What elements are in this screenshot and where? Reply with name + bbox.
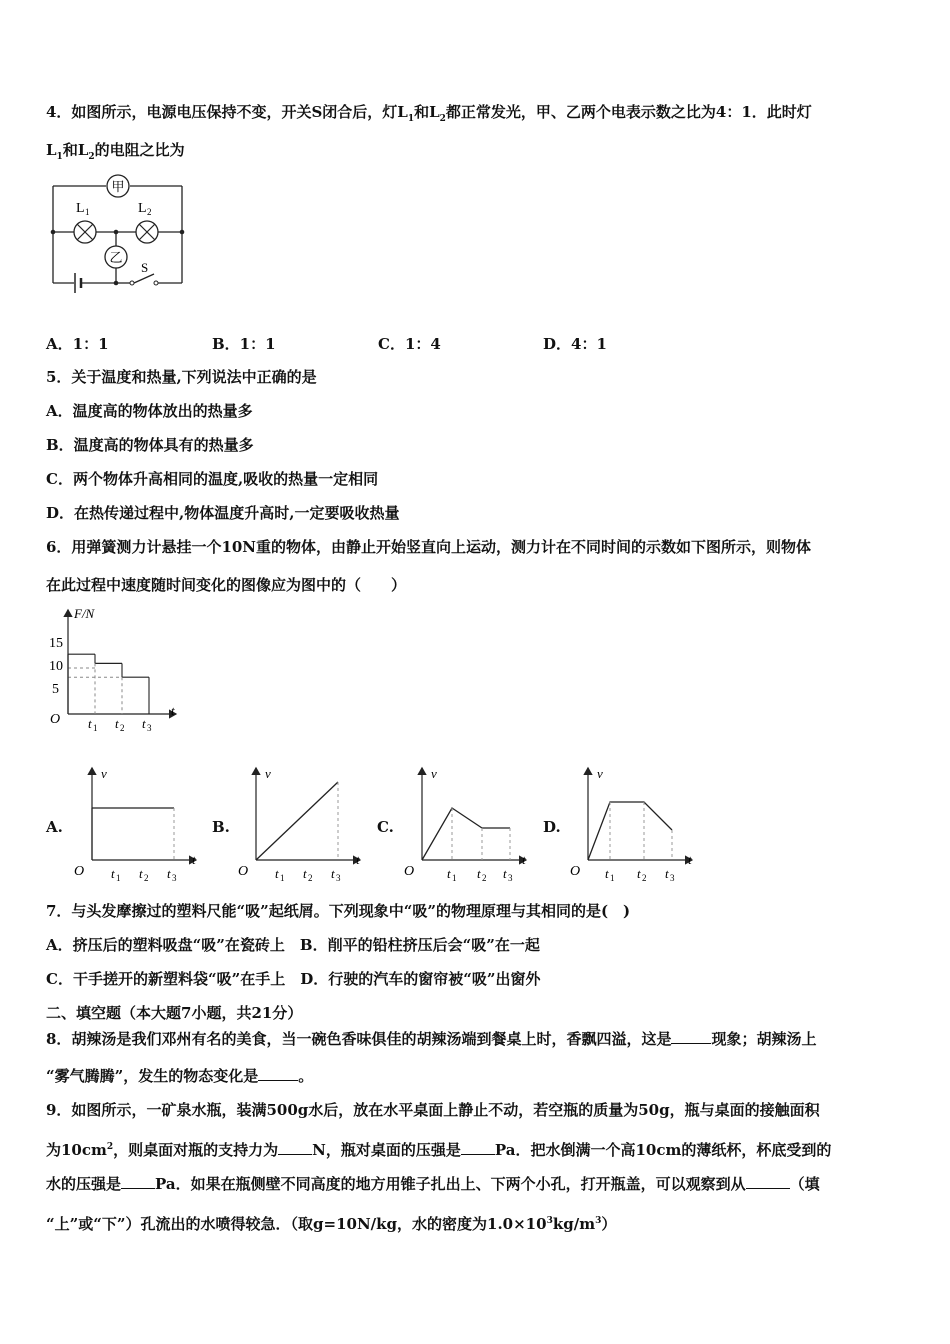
t-axis-label: t: [356, 852, 360, 867]
t-tick-3: t: [665, 866, 669, 881]
q9-blank-2[interactable]: [461, 1140, 495, 1155]
q4-text-a: 4．如图所示，电源电压保持不变，开关S闭合后，灯L: [46, 103, 408, 121]
q4-text-f: 的电阻之比为: [94, 141, 185, 159]
velocity-graph-c[interactable]: [400, 760, 540, 886]
t-tick-3: t: [503, 866, 507, 881]
q9-text: N，瓶对桌面的压强是: [312, 1141, 461, 1159]
x-tick-t2: t: [115, 716, 119, 731]
q9-line3: [46, 1174, 820, 1194]
velocity-graph-b[interactable]: [234, 760, 374, 886]
t-tick-3: t: [331, 866, 335, 881]
meter-yi-label: 乙: [109, 250, 123, 265]
q5-option-a[interactable]: A．温度高的物体放出的热量多: [46, 402, 253, 420]
force-time-graph: [44, 602, 194, 736]
q9-text: ，则桌面对瓶的支持力为: [113, 1141, 279, 1159]
q9-blank-4[interactable]: [746, 1174, 790, 1189]
q5-option-d[interactable]: D．在热传递过程中,物体温度升高时,一定要吸收热量: [46, 504, 400, 522]
t-tick-sub: 1: [116, 873, 121, 883]
q9-sup: 3: [546, 1216, 553, 1226]
q4-text-e: 和L: [62, 141, 89, 159]
t-tick-2: t: [139, 866, 143, 881]
q4-option-c[interactable]: C．1：4: [378, 335, 441, 353]
q5-stem: 5．关于温度和热量,下列说法中正确的是: [46, 368, 317, 386]
v-axis-label: v: [265, 766, 271, 781]
q9-blank-3[interactable]: [121, 1174, 155, 1189]
q8-text: 。: [298, 1067, 314, 1085]
velocity-line: [422, 808, 510, 860]
origin-label: O: [74, 864, 85, 879]
velocity-graph-d[interactable]: [566, 760, 706, 886]
q4-text-b: 和L: [414, 103, 440, 121]
y-axis-label: F/N: [74, 606, 95, 621]
q7-options-cd[interactable]: C．干手搓开的新塑料袋“吸”在手上 D．行驶的汽车的窗帘被“吸”出窗外: [46, 970, 541, 988]
q9-line2: [46, 1137, 831, 1160]
lamp-l2-sub: 2: [147, 207, 152, 217]
t-axis-label: t: [192, 852, 196, 867]
t-tick-sub: 1: [280, 873, 285, 883]
t-tick-sub: 2: [482, 873, 487, 883]
q9-text: 为10cm: [46, 1141, 107, 1159]
t-tick-1: t: [447, 866, 451, 881]
q5-option-b[interactable]: B．温度高的物体具有的热量多: [46, 436, 254, 454]
v-axis-label: v: [101, 766, 107, 781]
q8-text: 8．胡辣汤是我们邓州有名的美食，当一碗色香味俱佳的胡辣汤端到餐桌上时，香飘四溢，这是: [46, 1030, 672, 1048]
force-step-series: [68, 654, 149, 714]
t-tick-2: t: [477, 866, 481, 881]
q5-option-c[interactable]: C．两个物体升高相同的温度,吸收的热量一定相同: [46, 470, 379, 488]
q4-circuit-diagram: [44, 170, 194, 300]
q9-blank-1[interactable]: [278, 1140, 312, 1155]
q9-text: （填: [789, 1175, 820, 1193]
t-tick-sub: 2: [308, 873, 313, 883]
q4-sub: 1: [56, 152, 63, 162]
section-heading: 二、填空题（本大题7小题，共21分）: [46, 1004, 303, 1022]
q4-sub: 2: [88, 152, 95, 162]
q4-sub: 1: [407, 114, 415, 124]
q8-blank-2[interactable]: [258, 1066, 298, 1081]
lamp-l1-sub: 1: [85, 207, 90, 217]
t-tick-1: t: [605, 866, 609, 881]
q9-text: “上”或“下”）孔流出的水喷得较急．（取g=10N/kg，水的密度为1.0×10: [46, 1215, 547, 1233]
junction-dot: [114, 281, 119, 286]
t-tick-sub: 2: [642, 873, 647, 883]
x-tick-t3: t: [142, 716, 146, 731]
t-axis-label: t: [522, 852, 526, 867]
v-axis-label: v: [431, 766, 437, 781]
q6-option-d-label[interactable]: D.: [543, 818, 561, 836]
q4-stem-line2: [46, 140, 185, 167]
y-tick-5: 5: [52, 682, 59, 697]
t-tick-2: t: [637, 866, 641, 881]
t-tick-sub: 1: [610, 873, 615, 883]
q7-options-ab[interactable]: A．挤压后的塑料吸盘“吸”在瓷砖上 B．削平的铅柱挤压后会“吸”在一起: [46, 936, 540, 954]
q8-text: “雾气腾腾”，发生的物态变化是: [46, 1067, 259, 1085]
q6-stem-line1: 6．用弹簧测力计悬挂一个10N重的物体，由静止开始竖直向上运动，测力计在不同时间的示数如下图所示，则物体: [46, 538, 812, 556]
lamp-l2-label: L: [138, 201, 147, 216]
q6-option-a-label[interactable]: A.: [46, 818, 63, 836]
q9-text: Pa．把水倒满一个高10cm的薄纸杯，杯底受到的: [494, 1141, 832, 1159]
q9-sup: 2: [106, 1142, 114, 1152]
x-ticks: [88, 716, 152, 733]
q6-stem-line2: 在此过程中速度随时间变化的图像应为图中的（ ）: [46, 576, 407, 594]
y-tick-10: 10: [49, 659, 63, 674]
q9-sup: 3: [595, 1216, 602, 1226]
t-tick-sub: 3: [172, 873, 177, 883]
origin-label: O: [570, 864, 581, 879]
q9-text: 水的压强是: [46, 1175, 122, 1193]
q4-option-b[interactable]: B．1：1: [212, 335, 276, 353]
lamp-l1-label: L: [76, 201, 85, 216]
q8-line1: [46, 1029, 816, 1049]
switch-contact: [130, 281, 134, 285]
velocity-graph-a[interactable]: [70, 760, 210, 886]
origin-label: O: [50, 712, 61, 727]
junction-dot: [51, 230, 56, 235]
x-tick-t2-sub: 2: [120, 723, 125, 733]
q6-option-b-label[interactable]: B.: [212, 818, 230, 836]
q9-text: ）: [601, 1215, 617, 1233]
q9-line4: [46, 1211, 616, 1234]
y-tick-15: 15: [49, 636, 63, 651]
x-tick-t3-sub: 3: [147, 723, 152, 733]
q8-line2: [46, 1066, 313, 1086]
junction-dot: [180, 230, 185, 235]
q4-text-c: 都正常发光，甲、乙两个电表示数之比为4：1．此时灯: [445, 103, 812, 121]
q4-option-d[interactable]: D．4：1: [543, 335, 607, 353]
t-tick-sub: 3: [336, 873, 341, 883]
q9-text: Pa．如果在瓶侧壁不同高度的地方用锥子扎出上、下两个小孔，打开瓶盖，可以观察到从: [155, 1175, 746, 1193]
t-tick-sub: 2: [144, 873, 149, 883]
switch-label: S: [141, 260, 149, 275]
velocity-line: [588, 802, 672, 860]
origin-label: O: [404, 864, 415, 879]
t-tick-2: t: [303, 866, 307, 881]
q8-blank-1[interactable]: [671, 1029, 711, 1044]
q4-sub: 2: [439, 114, 446, 124]
q4-text-d: L: [46, 141, 57, 159]
q9-line1: 9．如图所示，一矿泉水瓶，装满500g水后，放在水平桌面上静止不动，若空瓶的质量为50g，瓶与桌面的接触面积: [46, 1101, 820, 1119]
switch-contact: [154, 281, 158, 285]
q6-option-c-label[interactable]: C.: [377, 818, 394, 836]
q4-stem-line1: [46, 102, 812, 129]
x-tick-t1: t: [88, 716, 92, 731]
q4-option-a[interactable]: A．1：1: [46, 335, 109, 353]
q8-text: 现象；胡辣汤上: [711, 1030, 817, 1048]
v-axis-label: v: [597, 766, 603, 781]
velocity-line: [256, 782, 338, 860]
t-tick-sub: 3: [508, 873, 513, 883]
meter-jia-label: 甲: [111, 179, 125, 194]
x-axis-label: t: [171, 703, 175, 718]
t-tick-3: t: [167, 866, 171, 881]
t-tick-1: t: [111, 866, 115, 881]
t-tick-sub: 3: [670, 873, 675, 883]
t-axis-label: t: [688, 852, 692, 867]
junction-dot: [114, 230, 119, 235]
t-tick-sub: 1: [452, 873, 457, 883]
q7-stem: 7．与头发摩擦过的塑料尺能“吸”起纸屑。下列现象中“吸”的物理原理与其相同的是( ): [46, 902, 631, 920]
origin-label: O: [238, 864, 249, 879]
q9-text: kg/m: [552, 1215, 596, 1233]
t-tick-1: t: [275, 866, 279, 881]
x-tick-t1-sub: 1: [93, 723, 98, 733]
